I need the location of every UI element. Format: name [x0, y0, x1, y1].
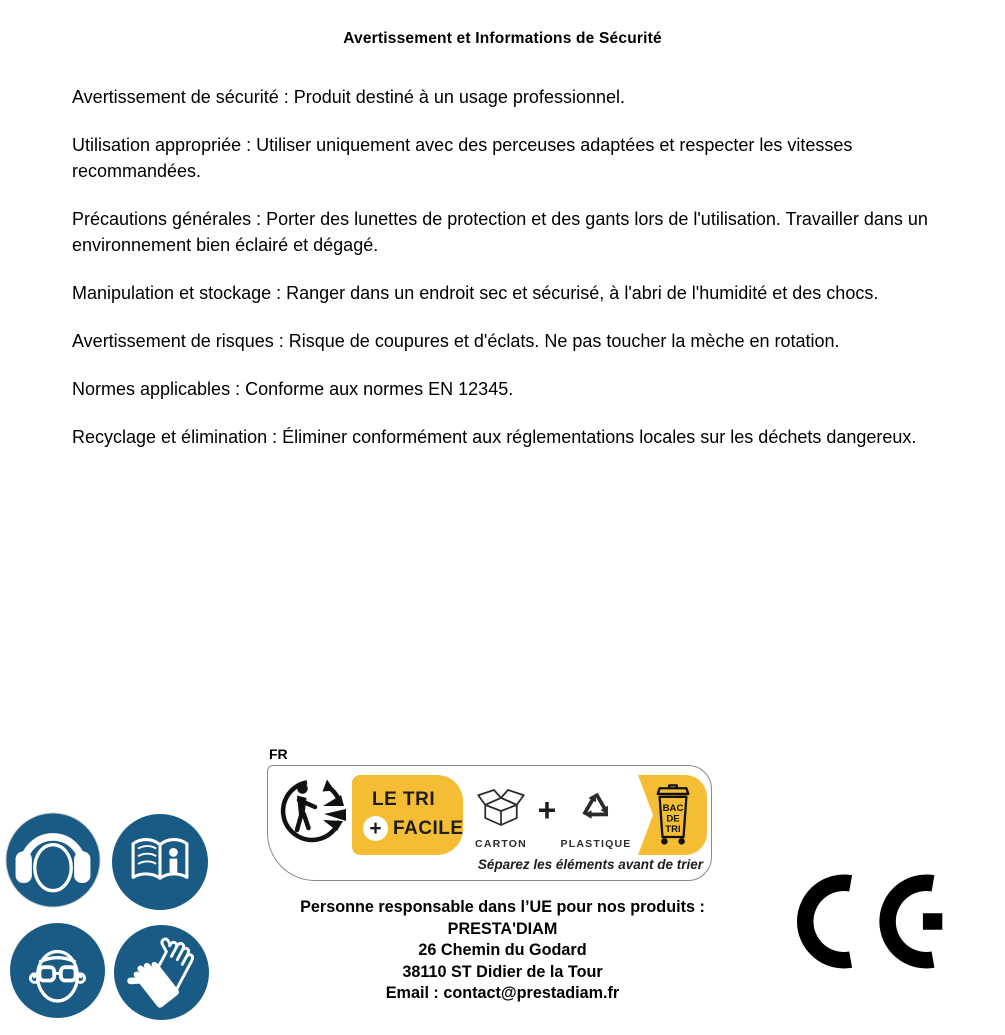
sorting-bin-icon: [651, 781, 695, 849]
paragraph-risk-warning: Avertissement de risques : Risque de coupures et d'éclats. Ne pas toucher la mèche en rotation.: [72, 331, 840, 351]
paragraph-general-precautions: Précautions générales : Porter des lunettes de protection et des gants lors de l'utilisation. Travailler dans un environnement bien éclairé et dégagé.: [72, 209, 928, 255]
paragraph-safety-warning: Avertissement de sécurité : Produit destiné à un usage professionnel.: [72, 87, 625, 107]
paragraph-handling-storage: Manipulation et stockage : Ranger dans un endroit sec et sécurisé, à l'abri de l'humidité et des chocs.: [72, 283, 879, 303]
banner-line1: LE TRI: [372, 789, 436, 810]
bin-text-line1: BAC: [662, 803, 684, 815]
read-manual-icon: [112, 814, 208, 910]
banner-line2: FACILE: [393, 818, 464, 839]
triman-icon: [278, 774, 350, 844]
plastique-label: PLASTIQUE: [560, 838, 632, 850]
le-tri-facile-banner: [352, 775, 463, 855]
material-plastique: [558, 783, 634, 850]
plastic-recycling-icon: [570, 783, 622, 832]
carton-label: CARTON: [475, 838, 527, 850]
safety-paragraphs: [72, 84, 957, 450]
country-code-label: FR: [269, 746, 288, 762]
responsible-email: Email : contact@prestadiam.fr: [385, 984, 620, 1002]
responsible-street: 26 Chemin du Godard: [418, 941, 587, 959]
responsible-line-intro: Personne responsable dans l’UE pour nos produits :: [300, 898, 705, 916]
bac-de-tri-panel: [638, 775, 707, 855]
carton-box-icon: [472, 783, 530, 832]
info-tri-label: [267, 765, 712, 881]
page-title: Avertissement et Informations de Sécurité: [343, 30, 662, 47]
material-carton: [466, 783, 536, 850]
ear-protection-icon: [5, 812, 101, 908]
plus-badge: +: [363, 816, 388, 841]
bin-text-line2: DE: [666, 813, 680, 825]
paragraph-recycling: Recyclage et élimination : Éliminer conformément aux réglementations locales sur les déchets dangereux.: [72, 427, 917, 447]
materials-joiner: +: [537, 792, 557, 828]
paragraph-standards: Normes applicables : Conforme aux normes EN 12345.: [72, 379, 514, 399]
paragraph-appropriate-use: Utilisation appropriée : Utiliser uniquement avec des perceuses adaptées et respecter les vitesses recommandées.: [72, 135, 853, 181]
responsible-city: 38110 ST Didier de la Tour: [402, 962, 603, 981]
safety-information-sheet: [0, 30, 1005, 1035]
responsible-company: PRESTA'DIAM: [447, 919, 558, 938]
bin-text-line3: TRI: [665, 824, 681, 836]
ce-mark-icon: [797, 873, 952, 970]
sorting-tagline: Séparez les éléments avant de trier: [477, 857, 703, 872]
